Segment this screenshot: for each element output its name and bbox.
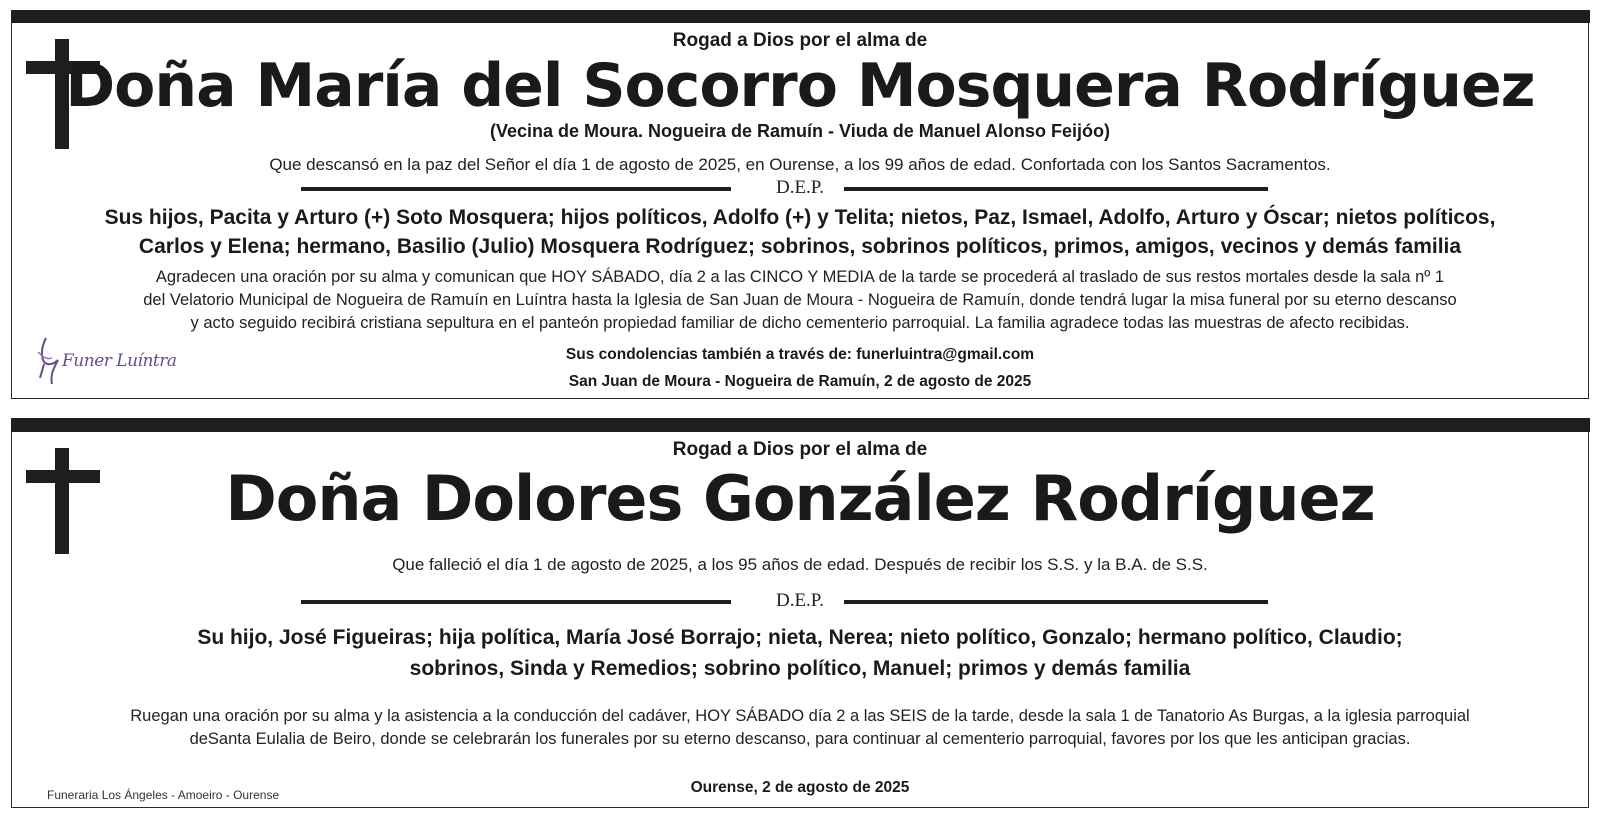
family-line-1: Sus hijos, Pacita y Arturo (+) Soto Mosquera; hijos políticos, Adolfo (+) y Telita; nietos, Paz, Ismael, Adolfo, Arturo y Óscar; nietos políticos, — [104, 206, 1496, 229]
condolences-line: Sus condolencias también a través de: funerluintra@gmail.com — [565, 346, 1035, 363]
dep-row — [12, 590, 1588, 612]
body-line-1: Ruegan una oración por su alma y la asistencia a la conducción del cadáver, HOY SÁBADO día 2 a las SEIS de la tarde, desde la sala 1 de Tanatorio As Burgas, a la iglesia parroquial — [130, 707, 1470, 725]
dep-row — [12, 177, 1588, 199]
dep-rule-right — [844, 187, 1268, 191]
funeral-home-name: Funeraria Los Ángeles - Amoeiro - Ourense — [47, 788, 280, 802]
dep-label: D.E.P. — [775, 590, 825, 611]
body-line-2: deSanta Eulalia de Beiro, donde se celebrarán los funerales por su eterno descanso, para continuar al cementerio parroquial, favores por los que les anticipan gracias. — [189, 730, 1411, 748]
place-date: San Juan de Moura - Nogueira de Ramuín, 2 de agosto de 2025 — [568, 373, 1032, 390]
prayer-prefix: Rogad a Dios por el alma de — [672, 30, 928, 51]
top-bar — [11, 418, 1590, 432]
place-date: Ourense, 2 de agosto de 2025 — [690, 779, 910, 796]
obituary-notice-1 — [11, 10, 1589, 399]
logo-text: Funer Luíntra — [62, 351, 177, 371]
body-line-3: y acto seguido recibirá cristiana sepultura en el panteón propiedad familiar de dicho cementerio parroquial. La familia agradece todas las muestras de afecto recibidas. — [190, 314, 1410, 332]
funeral-home-logo — [32, 334, 182, 386]
prayer-prefix: Rogad a Dios por el alma de — [672, 439, 928, 460]
deceased-name: Doña Dolores González Rodríguez — [225, 462, 1375, 535]
dove-icon — [32, 334, 66, 386]
family-line-2: sobrinos, Sinda y Remedios; sobrino político, Manuel; primos y demás familia — [409, 657, 1191, 680]
family-line-1: Su hijo, José Figueiras; hija política, María José Borrajo; nieta, Nerea; nieto político, Gonzalo; hermano político, Claudio; — [197, 626, 1403, 649]
family-line-2: Carlos y Elena; hermano, Basilio (Julio) Mosquera Rodríguez; sobrinos, sobrinos políticos, primos, amigos, vecinos y demás familia — [138, 235, 1462, 258]
dep-rule-right — [844, 600, 1268, 604]
body-line-1: Agradecen una oración por su alma y comunican que HOY SÁBADO, día 2 a las CINCO Y MEDIA de la tarde se procederá al traslado de sus restos mortales desde la sala nº 1 — [155, 268, 1445, 286]
top-bar — [11, 10, 1590, 23]
dep-label: D.E.P. — [775, 177, 825, 198]
deceased-subtitle: (Vecina de Moura. Nogueira de Ramuín - Viuda de Manuel Alonso Feijóo) — [489, 121, 1111, 141]
obituary-notice-2 — [11, 418, 1589, 808]
death-info: Que descansó en la paz del Señor el día 1 de agosto de 2025, en Ourense, a los 99 años de edad. Confortada con los Santos Sacramentos. — [269, 155, 1331, 174]
body-line-2: del Velatorio Municipal de Nogueira de Ramuín en Luíntra hasta la Iglesia de San Juan de Moura - Nogueira de Ramuín, donde tendrá lugar la misa funeral por su eterno descanso — [143, 291, 1457, 309]
deceased-name: Doña María del Socorro Mosquera Rodríguez — [65, 51, 1535, 121]
death-info: Que falleció el día 1 de agosto de 2025, a los 95 años de edad. Después de recibir los S.S. y la B.A. de S.S. — [392, 555, 1208, 574]
